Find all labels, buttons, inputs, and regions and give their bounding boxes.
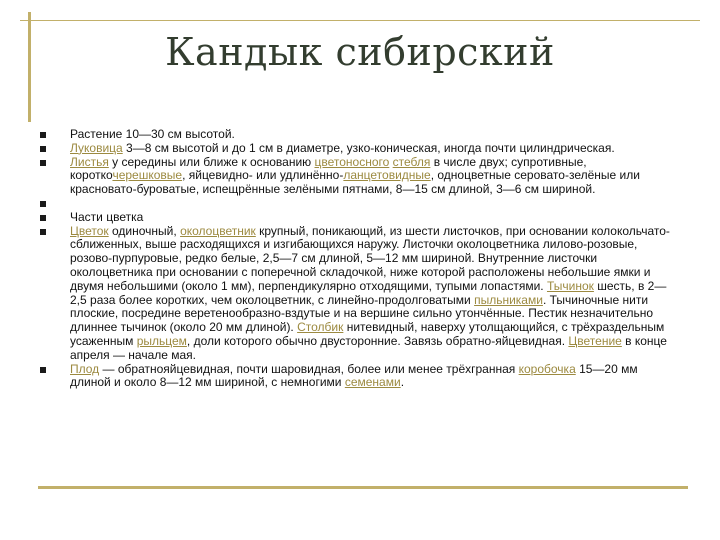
bullet-item bbox=[40, 225, 680, 363]
term-link[interactable]: Листья bbox=[70, 154, 109, 169]
bullet-item bbox=[40, 156, 680, 197]
text-run: нитевидный, наверху утолщающийся, с трёхраздельным усаженным bbox=[70, 320, 665, 348]
text-run: , яйцевидно- или удлинённо- bbox=[182, 168, 344, 183]
bullet-text bbox=[70, 196, 73, 210]
bullet-square-icon bbox=[40, 367, 46, 373]
bullet-square-icon bbox=[40, 160, 46, 166]
bullet-square-icon bbox=[40, 201, 46, 207]
text-run: у середины или ближе к основанию bbox=[108, 154, 315, 169]
term-link[interactable]: коробочка bbox=[518, 361, 576, 376]
term-link[interactable]: Тычинок bbox=[546, 278, 594, 293]
text-run: Части цветка bbox=[70, 209, 144, 224]
text-run: — обратнояйцевидная, почти шаровидная, более или менее трёхгранная bbox=[99, 361, 519, 376]
term-link[interactable]: семенами bbox=[344, 375, 401, 390]
text-run: крупный, поникающий, из шести листочков, при основании колокольчато-сближенных, выше расходящихся и изгибающихся наружу. Листочки околоцветника лилово-розовые, розово-пурпуровые, редко белые, 2,5—7 см длиной, 5—12 мм шириной. Внутренние листочки околоцветника при основании с поперечной складочкой, ниже которой расположены небольшие ямки и двумя небольшими (около 1 мм), перпендикулярно отходящими, тупыми лопастями. bbox=[70, 223, 670, 293]
bullet-text bbox=[70, 362, 638, 390]
text-run: в числе двух; супротивные, коротко bbox=[70, 154, 587, 183]
frame-top-line bbox=[20, 20, 700, 21]
text-run: , одноцветные серовато-зелёные или красновато-буроватые, испещрённые зелёными пятнами, 8—15 см длиной, 3—6 см шириной. bbox=[70, 168, 640, 197]
bullet-text bbox=[70, 127, 235, 141]
bullet-square-icon bbox=[40, 146, 46, 152]
bullet-item bbox=[40, 142, 680, 156]
text-run: . Тычиночные нити плоские, посредине веретенообразно-вздутые и на вершине сильно утончённые. Пестик незначительно длиннее тычинок (около 20 мм длиной). bbox=[70, 292, 653, 335]
term-link[interactable]: цветоносного bbox=[314, 154, 390, 169]
text-run: шесть, в 2—2,5 раза более коротких, чем околоцветник, с линейно-продолговатыми bbox=[70, 278, 667, 307]
term-link[interactable]: Луковица bbox=[70, 140, 123, 155]
bullet-item bbox=[40, 211, 680, 225]
bullet-square-icon bbox=[40, 215, 46, 221]
bullet-text bbox=[70, 210, 143, 224]
text-run: одиночный, bbox=[108, 223, 181, 238]
term-link[interactable]: околоцветник bbox=[180, 223, 256, 238]
term-link[interactable]: ланцетовидные bbox=[343, 168, 431, 183]
bullet-square-icon bbox=[40, 132, 46, 138]
bullet-item bbox=[40, 197, 680, 211]
text-run: 3—8 см высотой и до 1 см в диаметре, узко-коническая, иногда почти цилиндрическая. bbox=[122, 140, 615, 155]
bullet-item bbox=[40, 128, 680, 142]
term-link[interactable]: стебля bbox=[392, 154, 431, 169]
bullet-text bbox=[70, 141, 615, 155]
bullet-text bbox=[70, 155, 640, 197]
term-link[interactable]: Столбик bbox=[297, 320, 344, 335]
slide-title: Кандык сибирский bbox=[165, 30, 555, 74]
term-link[interactable]: Цветение bbox=[568, 333, 622, 348]
frame-bottom-line bbox=[38, 486, 688, 489]
term-link[interactable]: Плод bbox=[70, 361, 100, 376]
term-link[interactable]: Цветок bbox=[70, 223, 109, 238]
term-link[interactable]: черешковые bbox=[112, 168, 183, 183]
bullet-text bbox=[70, 224, 670, 362]
bullet-list bbox=[40, 128, 680, 390]
text-run: Растение 10—30 см высотой. bbox=[70, 127, 235, 141]
text-run: . bbox=[400, 375, 405, 390]
text-run: в конце апреля — начале мая. bbox=[70, 333, 667, 362]
bullet-square-icon bbox=[40, 229, 46, 235]
text-run: , доли которого обычно двусторонние. Завязь обратно-яйцевидная. bbox=[186, 333, 569, 348]
term-link[interactable]: рыльцем bbox=[136, 333, 187, 348]
term-link[interactable]: пыльниками bbox=[474, 292, 543, 307]
bullet-item bbox=[40, 363, 680, 391]
text-run: 15—20 мм длиной и около 8—12 мм шириной, с немногими bbox=[70, 361, 638, 390]
